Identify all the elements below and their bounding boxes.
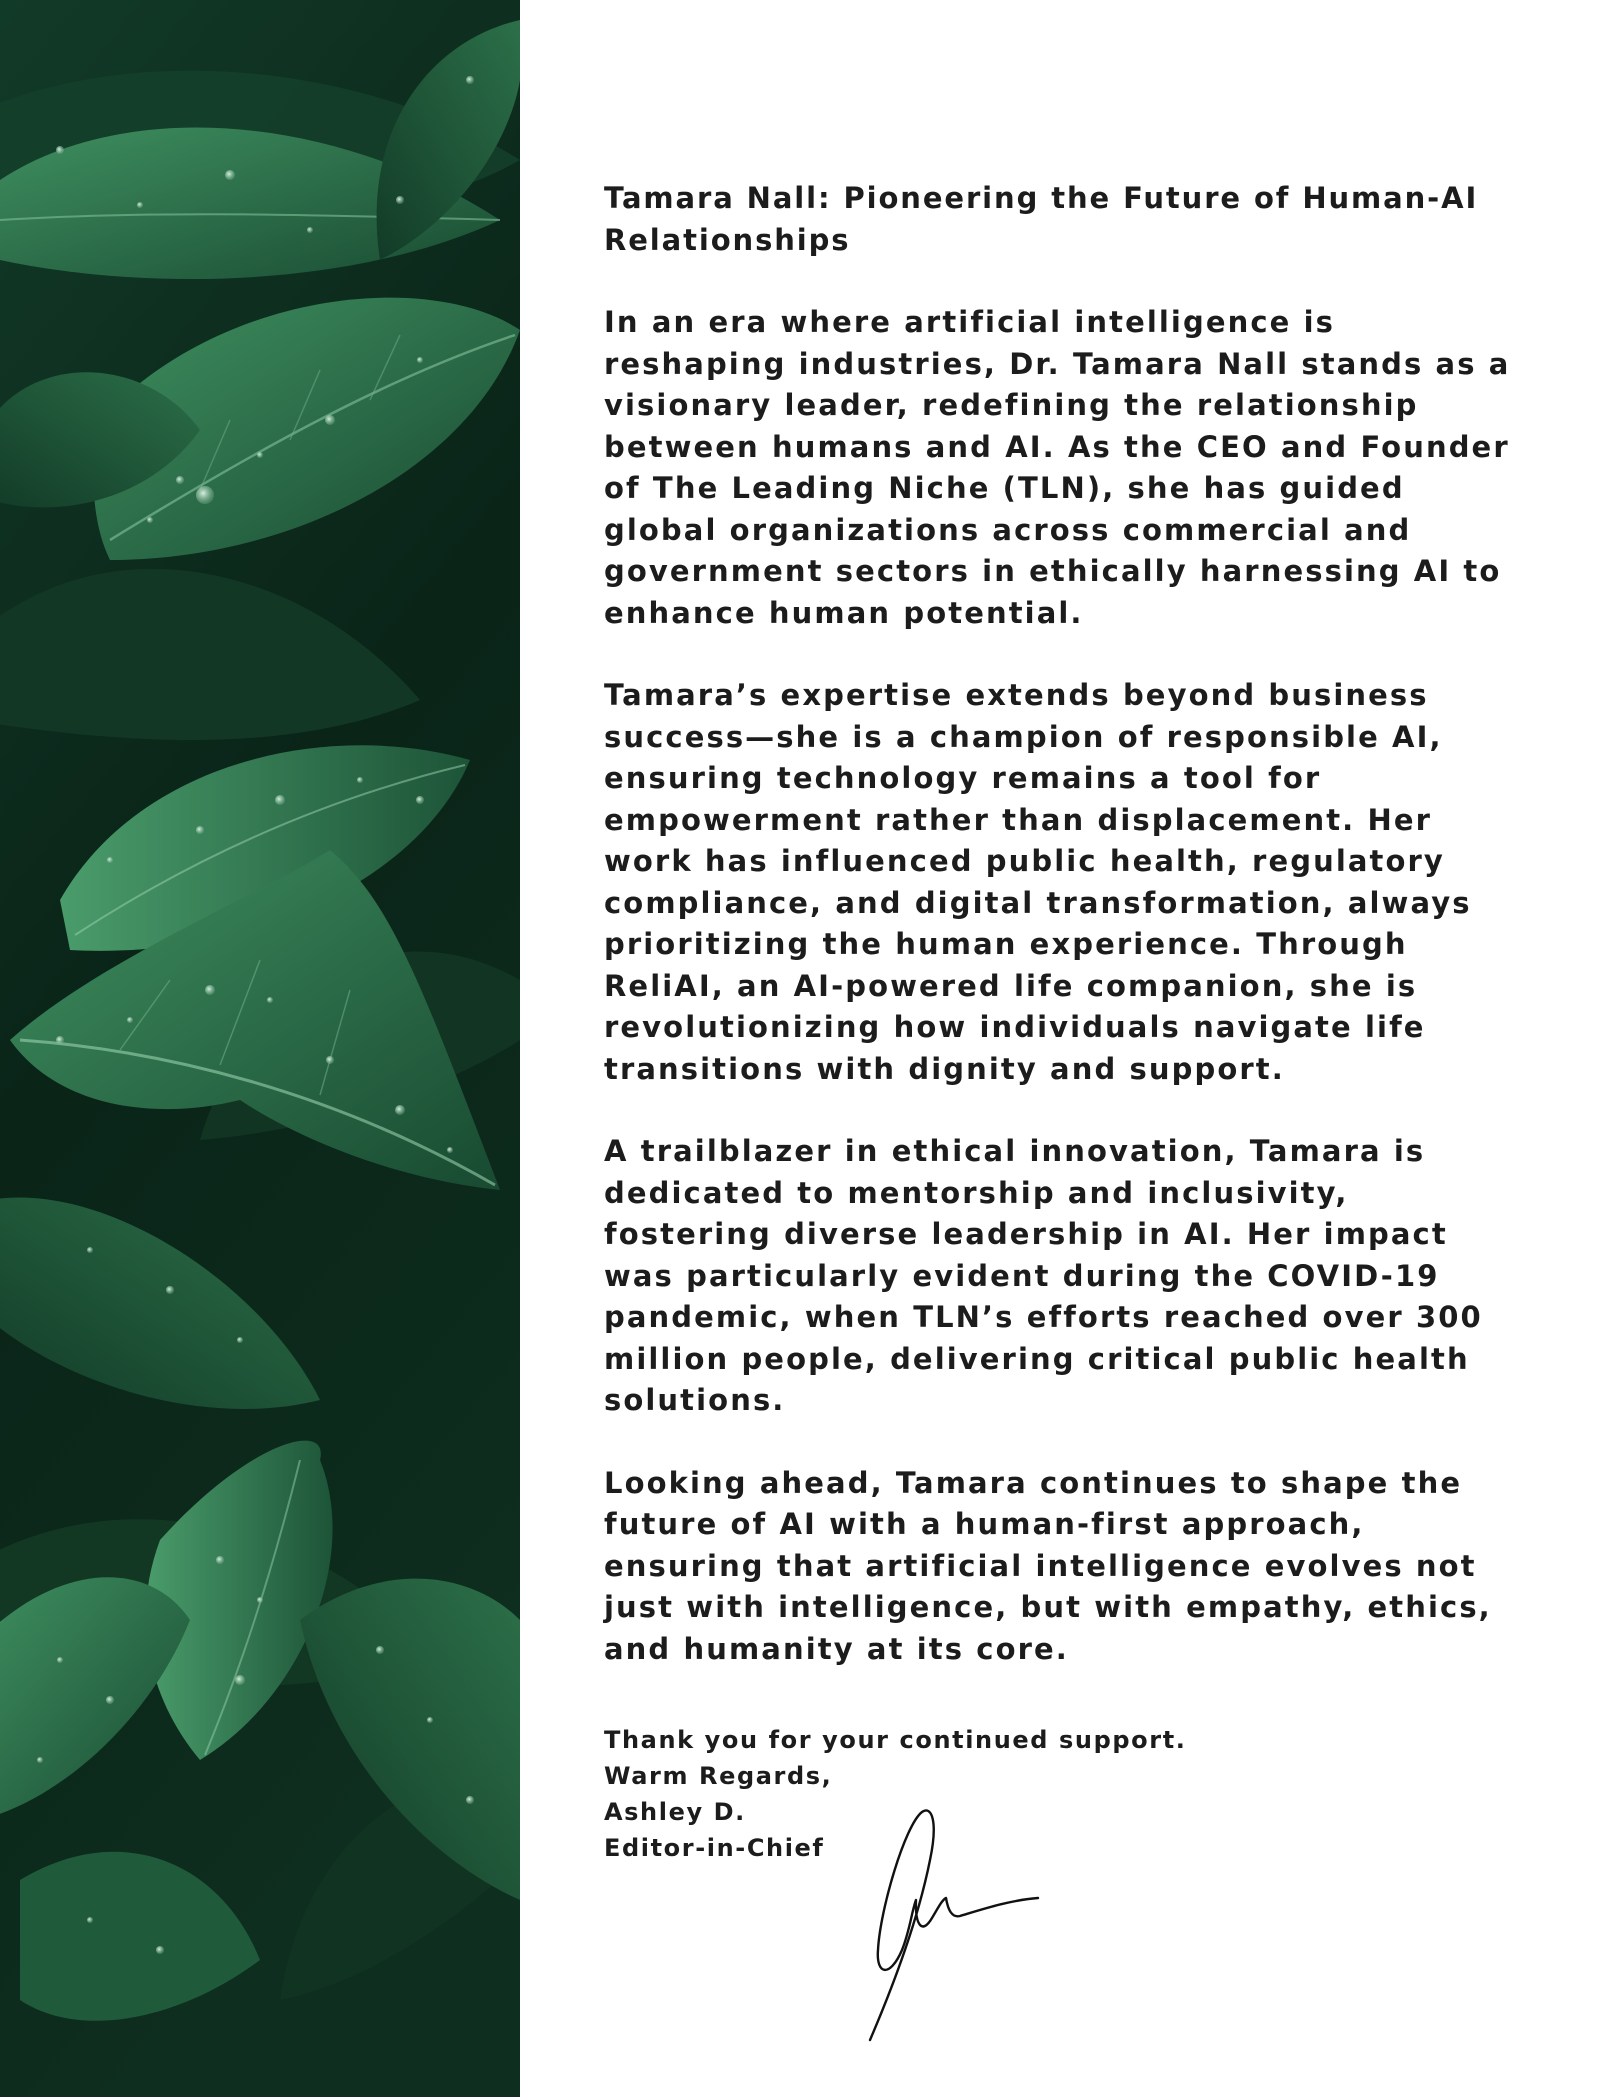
letter-body bbox=[604, 178, 1524, 1866]
closing-thanks: Thank you for your continued support. bbox=[604, 1726, 1187, 1754]
closing-salutation: Warm Regards, bbox=[604, 1762, 833, 1790]
signer-role: Editor-in-Chief bbox=[604, 1834, 825, 1862]
leaves-image bbox=[0, 0, 520, 2097]
closing-block bbox=[604, 1722, 1524, 1866]
article-title: Tamara Nall: Pioneering the Future of Human-AI Relationships bbox=[604, 181, 1479, 257]
signature-icon bbox=[860, 1800, 1050, 2050]
paragraph-outlook: Looking ahead, Tamara continues to shape the future of AI with a human-first approach, ensuring that artificial intelligence evolves not just with intelligence, but with empathy, ethics, and humanity at its core. bbox=[604, 1465, 1492, 1666]
paragraph-intro: In an era where artificial intelligence is reshaping industries, Dr. Tamara Nall stands as a visionary leader, redefining the relationship between humans and AI. As the CEO and Founder of The Leading Niche (TLN), she has guided global organizations across commercial and government sectors in ethically harnessing AI to enhance human potential. bbox=[604, 305, 1511, 630]
signer-name: Ashley D. bbox=[604, 1798, 746, 1826]
paragraph-trailblazer: A trailblazer in ethical innovation, Tamara is dedicated to mentorship and inclusivity, fostering diverse leadership in AI. Her impact was particularly evident during the COVID-19 pandemic, when TLN’s efforts reached over 300 million people, delivering critical public health solutions. bbox=[604, 1134, 1483, 1417]
paragraph-expertise: Tamara’s expertise extends beyond business success—she is a champion of responsible AI, ensuring technology remains a tool for empowerment rather than displacement. Her work has influenced public health, regulatory compliance, and digital transformation, always prioritizing the human experience. Through ReliAI, an AI-powered life companion, she is revolutionizing how individuals navigate life transitions with dignity and support. bbox=[604, 678, 1472, 1086]
leaf-photo-panel bbox=[0, 0, 520, 2097]
